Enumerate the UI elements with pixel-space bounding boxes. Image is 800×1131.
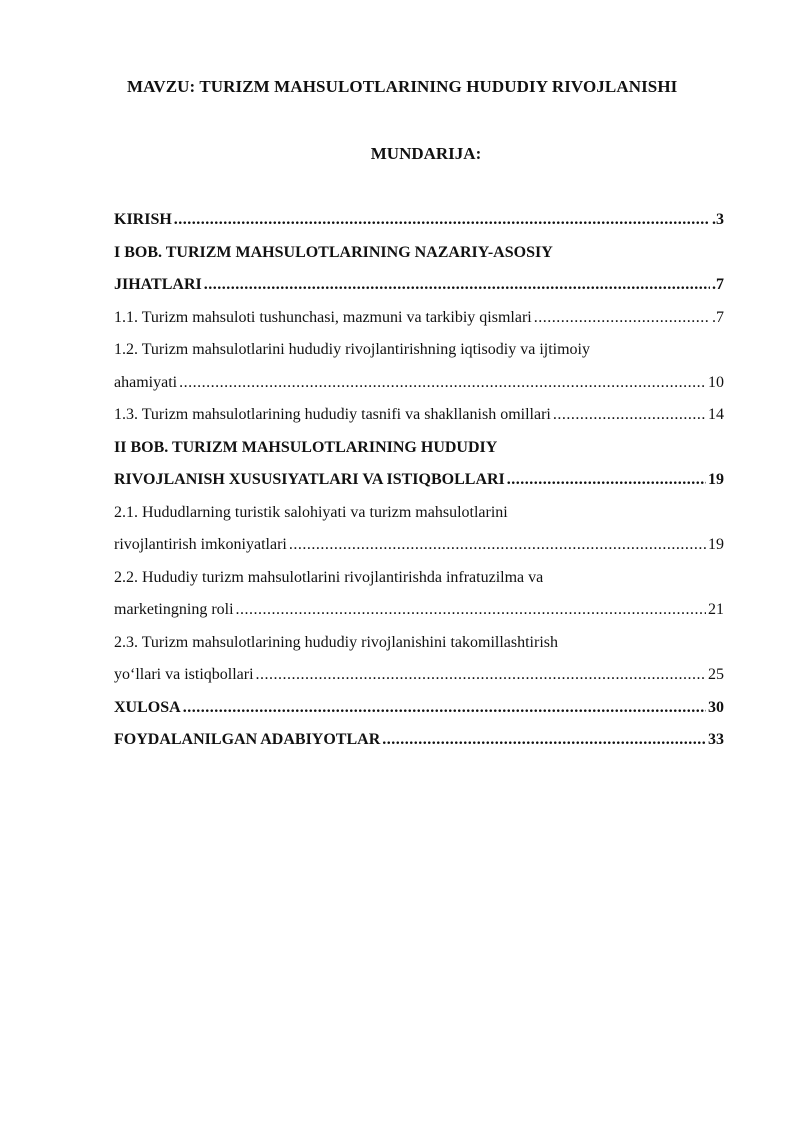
toc-page-number: 14 <box>708 406 724 423</box>
toc-dot-leader <box>289 529 706 562</box>
toc-page-number: .3 <box>712 211 724 228</box>
toc-entry <box>114 237 724 270</box>
toc-page-number: 25 <box>708 666 724 683</box>
toc-page-number: 30 <box>708 698 724 716</box>
toc-dot-leader <box>179 367 706 400</box>
toc-entry-label: rivojlantirish imkoniyatlari <box>114 536 287 553</box>
toc-entry-label: 2.1. Hududlarning turistik salohiyati va turizm mahsulotlarini <box>114 503 508 521</box>
toc-entry <box>114 334 724 367</box>
toc-dot-leader <box>507 464 706 497</box>
toc-dot-leader <box>183 692 706 725</box>
toc-page-number: 10 <box>708 373 724 391</box>
toc-dot-leader <box>534 302 710 335</box>
toc-entry-label: I BOB. TURIZM MAHSULOTLARINING NAZARIY-ASOSIY <box>114 243 553 261</box>
toc-entry-label: FOYDALANILGAN ADABIYOTLAR <box>114 731 381 748</box>
toc-page-number: 19 <box>708 471 724 488</box>
toc-entry <box>114 204 724 237</box>
toc-entry <box>114 724 724 757</box>
toc-dot-leader <box>236 594 706 627</box>
toc-entry <box>114 562 724 595</box>
document-title: MAVZU: TURIZM MAHSULOTLARINING HUDUDIY RIVOJLANISHI <box>127 77 678 96</box>
toc-page-number: 33 <box>708 731 724 748</box>
toc-entry <box>114 367 724 400</box>
toc-entry <box>114 269 724 302</box>
toc-page-number: .7 <box>712 276 724 293</box>
toc-entry-label: 1.1. Turizm mahsuloti tushunchasi, mazmuni va tarkibiy qismlari <box>114 308 532 326</box>
toc-entry <box>114 399 724 432</box>
toc-entry-label: marketingning roli <box>114 601 234 618</box>
toc-entry-label: ahamiyati <box>114 373 178 391</box>
toc-entry <box>114 464 724 497</box>
toc-entry <box>114 594 724 627</box>
toc-dot-leader <box>174 204 710 237</box>
toc-entry <box>114 627 724 660</box>
toc-entry-label: 2.2. Hududiy turizm mahsulotlarini rivojlantirishda infratuzilma va <box>114 568 544 586</box>
toc-heading: MUNDARIJA: <box>370 144 482 163</box>
toc-entry-label: KIRISH <box>114 211 172 228</box>
toc-entry <box>114 529 724 562</box>
toc-dot-leader <box>553 399 706 432</box>
toc-entry-label: XULOSA <box>114 698 181 716</box>
toc-dot-leader <box>204 269 710 302</box>
toc-entry <box>114 302 724 335</box>
toc-entry-label: II BOB. TURIZM MAHSULOTLARINING HUDUDIY <box>114 438 498 456</box>
toc-entry-label: JIHATLARI <box>114 276 202 293</box>
toc-page-number: 19 <box>708 536 724 553</box>
toc-entry-label: RIVOJLANISH XUSUSIYATLARI VA ISTIQBOLLARI <box>114 471 505 488</box>
toc-dot-leader <box>256 659 706 692</box>
toc-entry-label: 1.2. Turizm mahsulotlarini hududiy rivojlantirishning iqtisodiy va ijtimoiy <box>114 341 590 358</box>
toc-page-number: 21 <box>708 601 724 618</box>
toc-entry-label: yo‘llari va istiqbollari <box>114 666 254 683</box>
table-of-contents <box>114 204 724 757</box>
toc-entry-label: 1.3. Turizm mahsulotlarining hududiy tasnifi va shakllanish omillari <box>114 406 551 423</box>
toc-page-number: .7 <box>712 308 724 326</box>
toc-entry-label: 2.3. Turizm mahsulotlarining hududiy rivojlanishini takomillashtirish <box>114 633 558 651</box>
toc-entry <box>114 692 724 725</box>
toc-entry <box>114 497 724 530</box>
toc-dot-leader <box>382 724 706 757</box>
toc-entry <box>114 432 724 465</box>
toc-entry <box>114 659 724 692</box>
